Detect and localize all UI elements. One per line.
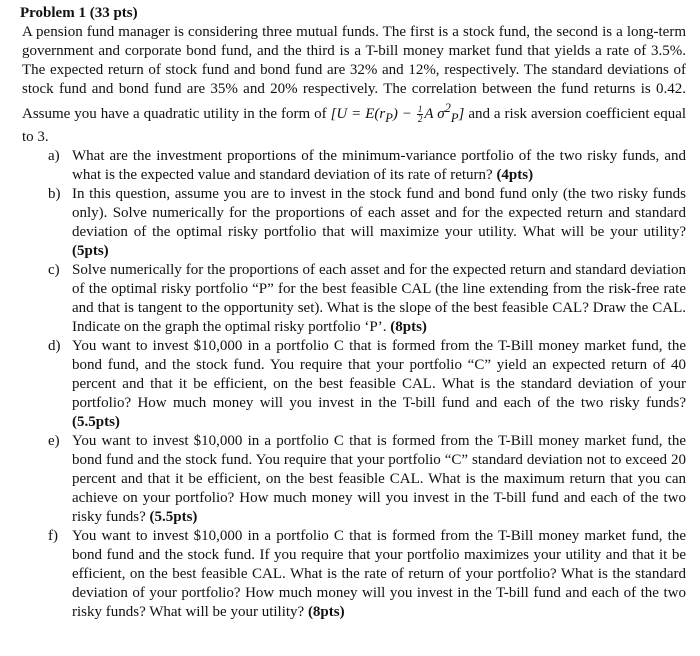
question-list [22, 147, 686, 622]
formula-variance: A σ [424, 106, 445, 122]
question-a [22, 147, 686, 185]
question-c [22, 261, 686, 337]
question-label: c) [48, 262, 60, 278]
question-b [22, 185, 686, 261]
formula-close: ] [458, 106, 465, 122]
question-text: In this question, assume you are to invest in the stock fund and bond fund only (the two risky funds only). Solve numerically for the proportions of each asset and for the expected return and standard deviation of the optimal risky portfolio that will maximize your utility. What will be your utility? [72, 186, 686, 240]
question-text: Solve numerically for the proportions of each asset and for the expected return and standard deviation of the optimal risky portfolio “P” for the best feasible CAL (the line extending from the risk-free rate and that is tangent to the opportunity set). What is the slope of the best feasible CAL? Draw the CAL. Indicate on the graph the optimal risky portfolio ‘P’. [72, 262, 686, 335]
question-points: (8pts) [390, 319, 427, 335]
question-label: d) [48, 338, 61, 354]
question-points: (5pts) [72, 243, 109, 259]
question-points: (8pts) [307, 604, 345, 620]
question-text: What are the investment proportions of the minimum-variance portfolio of the two risky funds, and what is the expected value and standard deviation of its rate of return? [72, 148, 686, 183]
question-label: a) [48, 148, 60, 164]
formula-open: [U = E(r [330, 106, 386, 122]
question-d [22, 337, 686, 432]
question-points: (5.5pts) [149, 509, 198, 525]
question-points: (5.5pts) [72, 414, 120, 430]
formula-sigma-subscript: P [450, 111, 459, 125]
question-label: e) [48, 433, 60, 449]
formula-subscript: P [385, 111, 393, 125]
question-label: b) [48, 186, 61, 202]
fraction-numerator: 1 [417, 104, 423, 115]
question-text: You want to invest $10,000 in a portfolio C that is formed from the T-Bill money market fund, the bond fund and the stock fund. You require that your portfolio “C” standard deviation not to exceed 20 percent and that it be efficient, on the best feasible CAL. What is the maximum return that you can achieve on your portfolio? How much money will you invest in the T-bill fund and each of the two risky funds? [72, 433, 686, 525]
utility-formula [330, 101, 465, 125]
question-points: (4pts) [496, 167, 534, 183]
formula-superscript: 2 [444, 101, 451, 115]
intro-text: A pension fund manager is considering three mutual funds. The first is a stock fund, the second is a long-term government and corporate bond fund, and the third is a T-bill money market fund that yields a rate of 3.5%. The expected return of stock fund and bond fund are 32% and 12%, respectively. The standard deviations of stock fund and bond fund are 35% and 20% respectively. The correlation between the fund returns is 0.42. Assume you have a quadratic utility in the form of [22, 24, 686, 122]
formula-minus: ) − [392, 106, 416, 122]
question-f [22, 527, 686, 622]
question-label: f) [48, 528, 58, 544]
question-e [22, 432, 686, 527]
intro-tail: and a risk aversion coefficient equal to 3. [22, 106, 687, 145]
problem-title: Problem 1 (33 pts) [20, 5, 138, 21]
question-text: You want to invest $10,000 in a portfolio C that is formed from the T-Bill money market fund, the bond fund and the stock fund. If you require that your portfolio maximizes your utility and that it be efficient, on the best feasible CAL. What is the rate of return of your portfolio? What is the standard deviation of your portfolio? How much money will you invest in the T-bill fund and each of the two risky funds? What will be your utility? [72, 528, 686, 620]
question-text: You want to invest $10,000 in a portfolio C that is formed from the T-Bill money market fund, the bond fund, and the stock fund. You require that your portfolio “C” yield an expected return of 40 percent and that it be efficient, on the best feasible CAL. What is the standard deviation of your portfolio? How much money will you invest in the T-bill fund and each of the two risky funds? [72, 338, 686, 411]
one-half-fraction [417, 105, 424, 124]
problem-intro [22, 23, 686, 147]
fraction-denominator: 2 [417, 114, 423, 125]
